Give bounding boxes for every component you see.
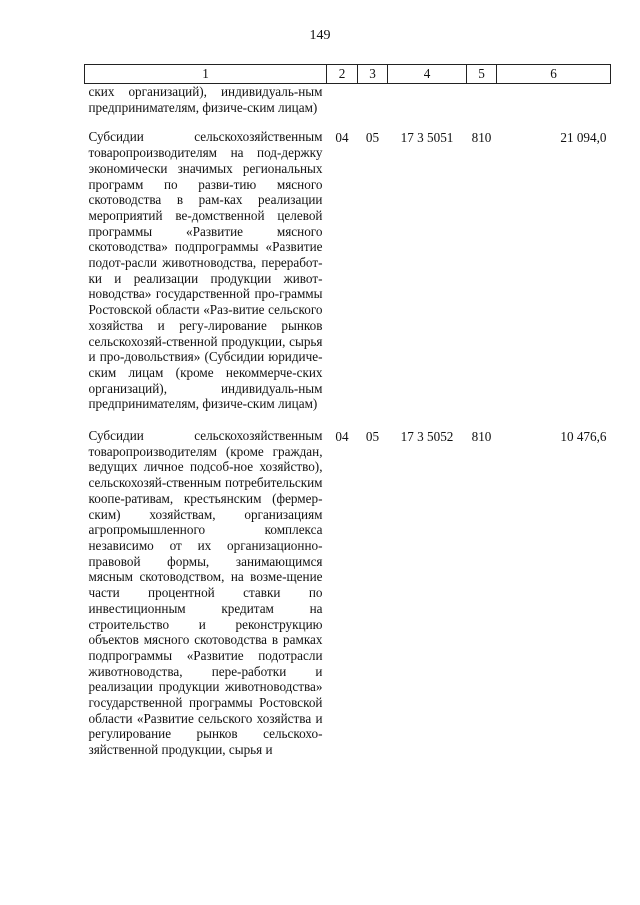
row-description: ских организаций), индивидуаль-ным предпринимателям, физиче-ским лицам) [88, 84, 323, 115]
row-section: 04 [335, 130, 349, 146]
row-section [327, 84, 358, 130]
row-target-article: 17 3 5051 [400, 130, 454, 146]
row-target-article [388, 84, 467, 130]
row-expense-type [467, 84, 497, 130]
budget-table [84, 64, 611, 758]
column-header-5: 5 [467, 65, 497, 84]
row-subsection: 05 [365, 429, 380, 445]
page-number: 149 [309, 28, 331, 43]
table-header [85, 65, 611, 84]
row-subsection: 05 [365, 130, 380, 146]
row-expense-type: 810 [471, 429, 492, 445]
column-header-4: 4 [388, 65, 467, 84]
row-target-article: 17 3 5052 [400, 429, 454, 445]
header-row [85, 65, 611, 84]
table-row [85, 129, 611, 428]
column-header-2: 2 [327, 65, 358, 84]
row-amount: 21 094,0 [560, 130, 607, 146]
row-amount [497, 84, 611, 130]
column-header-6: 6 [497, 65, 611, 84]
row-description: Субсидии сельскохозяйственным товаропроизводителям (кроме граждан, ведущих личное подсоб-ное хозяйство), сельскохозяй-ственным потребительским коопе-ративам, крестьянским (фермер-ским) хозяйствам, организациям агропромышленного комплекса независимо от их организационно-правовой формы, занимающимся мясным скотоводством, на возме-щение части процентной ставки по инвестиционным кредитам на строительство и реконструкцию объектов мясного скотоводства в рамках подпрограммы «Развитие подотрасли животноводства, пере-работки и реализации продукции животноводства» государственной программы Ростовской области «Развитие сельского хозяйства и регулирование рынков сельскохо-зяйственной продукции, сырья и [88, 428, 323, 758]
row-subsection [358, 84, 388, 130]
row-description: Субсидии сельскохозяйственным товаропроизводителям на под-держку экономически значимых региональных программ по разви-тию мясного скотоводства в рам-ках реализации мероприятий ве-домственной целевой программы «Развитие мясного скотоводства» подпрограммы «Развитие подот-расли животноводства, переработ-ки и реализации продукции живот-новодства» государственной про-граммы Ростовской области «Раз-витие сельского хозяйства и регу-лирование рынков сельскохозяй-ственной продукции, сырья и про-довольствия» (Субсидии юридиче-ским лицам (кроме некоммерче-ских организаций), индивидуаль-ным предпринимателям, физиче-ским лицам) [88, 129, 323, 412]
row-section: 04 [335, 429, 349, 445]
column-header-3: 3 [358, 65, 388, 84]
table-row [85, 428, 611, 758]
column-header-1: 1 [85, 65, 327, 84]
row-amount: 10 476,6 [560, 429, 607, 445]
row-expense-type: 810 [471, 130, 492, 146]
table-row [85, 84, 611, 130]
